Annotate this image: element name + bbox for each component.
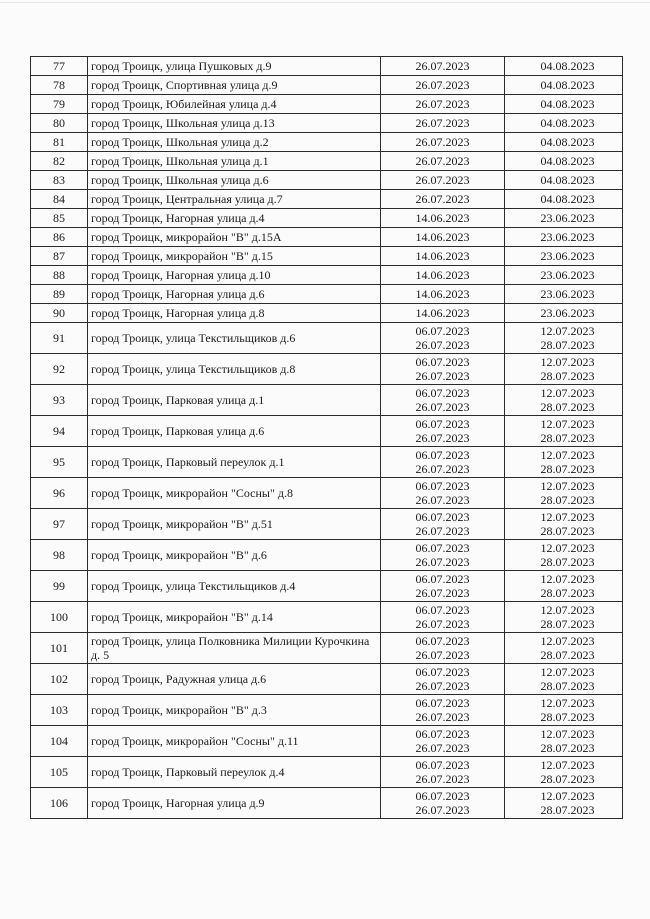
end-date: 28.07.2023	[540, 338, 595, 352]
table-row	[31, 114, 623, 133]
address-cell: город Троицк, Центральная улица д.7	[88, 190, 381, 209]
end-date-cell	[505, 664, 623, 695]
address-cell: город Троицк, Спортивная улица д.9	[88, 76, 381, 95]
row-number: 86	[31, 228, 88, 247]
table-row	[31, 95, 623, 114]
end-date: 23.06.2023	[540, 249, 595, 263]
table-row	[31, 633, 623, 664]
row-number: 89	[31, 285, 88, 304]
start-date-cell	[381, 571, 505, 602]
start-date: 26.07.2023	[415, 772, 470, 786]
table-row	[31, 133, 623, 152]
end-date: 04.08.2023	[540, 173, 595, 187]
start-date: 14.06.2023	[415, 230, 470, 244]
start-date: 06.07.2023	[415, 386, 470, 400]
end-date: 12.07.2023	[540, 696, 595, 710]
table-row	[31, 478, 623, 509]
address-cell: город Троицк, Нагорная улица д.6	[88, 285, 381, 304]
end-date-cell	[505, 171, 623, 190]
row-number: 84	[31, 190, 88, 209]
start-date: 26.07.2023	[415, 679, 470, 693]
start-date: 06.07.2023	[415, 417, 470, 431]
end-date: 04.08.2023	[540, 154, 595, 168]
scan-edge	[0, 2, 650, 3]
schedule-table-body	[31, 57, 623, 819]
end-date-cell	[505, 447, 623, 478]
end-date-cell	[505, 757, 623, 788]
address-cell: город Троицк, Парковая улица д.6	[88, 416, 381, 447]
table-row	[31, 354, 623, 385]
schedule-table	[30, 56, 623, 819]
end-date-cell	[505, 304, 623, 323]
address-cell: город Троицк, микрорайон "В" д.3	[88, 695, 381, 726]
start-date: 06.07.2023	[415, 355, 470, 369]
start-date-cell	[381, 133, 505, 152]
end-date: 12.07.2023	[540, 789, 595, 803]
start-date-cell	[381, 695, 505, 726]
end-date: 12.07.2023	[540, 448, 595, 462]
start-date: 26.07.2023	[415, 617, 470, 631]
row-number: 78	[31, 76, 88, 95]
address-cell: город Троицк, Нагорная улица д.10	[88, 266, 381, 285]
row-number: 96	[31, 478, 88, 509]
end-date-cell	[505, 571, 623, 602]
start-date: 26.07.2023	[415, 154, 470, 168]
end-date-cell	[505, 385, 623, 416]
end-date: 04.08.2023	[540, 135, 595, 149]
start-date: 06.07.2023	[415, 479, 470, 493]
end-date: 04.08.2023	[540, 192, 595, 206]
start-date: 06.07.2023	[415, 634, 470, 648]
start-date: 26.07.2023	[415, 524, 470, 538]
end-date: 28.07.2023	[540, 431, 595, 445]
row-number: 95	[31, 447, 88, 478]
row-number: 94	[31, 416, 88, 447]
end-date-cell	[505, 114, 623, 133]
end-date: 28.07.2023	[540, 617, 595, 631]
start-date-cell	[381, 266, 505, 285]
end-date: 04.08.2023	[540, 97, 595, 111]
address-cell: город Троицк, Нагорная улица д.4	[88, 209, 381, 228]
start-date-cell	[381, 540, 505, 571]
end-date: 28.07.2023	[540, 772, 595, 786]
row-number: 92	[31, 354, 88, 385]
address-cell: город Троицк, Юбилейная улица д.4	[88, 95, 381, 114]
table-row	[31, 664, 623, 695]
start-date-cell	[381, 726, 505, 757]
end-date-cell	[505, 152, 623, 171]
start-date: 14.06.2023	[415, 211, 470, 225]
address-cell: город Троицк, микрорайон "В" д.6	[88, 540, 381, 571]
start-date-cell	[381, 57, 505, 76]
end-date-cell	[505, 478, 623, 509]
address-cell: город Троицк, микрорайон "В" д.15А	[88, 228, 381, 247]
table-row	[31, 571, 623, 602]
row-number: 93	[31, 385, 88, 416]
row-number: 91	[31, 323, 88, 354]
address-cell: город Троицк, микрорайон "В" д.15	[88, 247, 381, 266]
end-date: 23.06.2023	[540, 230, 595, 244]
start-date-cell	[381, 95, 505, 114]
end-date-cell	[505, 285, 623, 304]
start-date-cell	[381, 788, 505, 819]
end-date-cell	[505, 323, 623, 354]
end-date: 12.07.2023	[540, 665, 595, 679]
end-date: 12.07.2023	[540, 355, 595, 369]
start-date: 26.07.2023	[415, 338, 470, 352]
start-date: 06.07.2023	[415, 603, 470, 617]
table-row	[31, 509, 623, 540]
start-date-cell	[381, 323, 505, 354]
table-row	[31, 304, 623, 323]
end-date: 28.07.2023	[540, 493, 595, 507]
end-date: 28.07.2023	[540, 462, 595, 476]
end-date-cell	[505, 354, 623, 385]
start-date: 06.07.2023	[415, 758, 470, 772]
start-date: 14.06.2023	[415, 287, 470, 301]
address-cell: город Троицк, Радужная улица д.6	[88, 664, 381, 695]
start-date: 06.07.2023	[415, 572, 470, 586]
row-number: 79	[31, 95, 88, 114]
table-row	[31, 726, 623, 757]
end-date: 12.07.2023	[540, 634, 595, 648]
table-row	[31, 788, 623, 819]
end-date: 12.07.2023	[540, 386, 595, 400]
end-date: 28.07.2023	[540, 741, 595, 755]
address-cell: город Троицк, Нагорная улица д.8	[88, 304, 381, 323]
row-number: 100	[31, 602, 88, 633]
table-row	[31, 190, 623, 209]
start-date-cell	[381, 209, 505, 228]
address-cell: город Троицк, микрорайон "Сосны" д.11	[88, 726, 381, 757]
address-cell: город Троицк, улица Полковника Милиции Курочкина д. 5	[88, 633, 381, 664]
start-date-cell	[381, 447, 505, 478]
start-date: 26.07.2023	[415, 493, 470, 507]
start-date: 06.07.2023	[415, 541, 470, 555]
address-cell: город Троицк, Школьная улица д.13	[88, 114, 381, 133]
end-date: 12.07.2023	[540, 727, 595, 741]
row-number: 97	[31, 509, 88, 540]
row-number: 101	[31, 633, 88, 664]
start-date-cell	[381, 76, 505, 95]
end-date: 28.07.2023	[540, 710, 595, 724]
end-date-cell	[505, 133, 623, 152]
end-date-cell	[505, 726, 623, 757]
start-date: 26.07.2023	[415, 710, 470, 724]
table-row	[31, 416, 623, 447]
start-date-cell	[381, 385, 505, 416]
start-date: 26.07.2023	[415, 586, 470, 600]
start-date: 14.06.2023	[415, 249, 470, 263]
end-date: 12.07.2023	[540, 510, 595, 524]
address-cell: город Троицк, микрорайон "В" д.51	[88, 509, 381, 540]
start-date-cell	[381, 416, 505, 447]
row-number: 99	[31, 571, 88, 602]
end-date: 04.08.2023	[540, 116, 595, 130]
row-number: 90	[31, 304, 88, 323]
address-cell: город Троицк, Школьная улица д.6	[88, 171, 381, 190]
start-date-cell	[381, 114, 505, 133]
end-date: 12.07.2023	[540, 324, 595, 338]
end-date-cell	[505, 247, 623, 266]
end-date: 12.07.2023	[540, 603, 595, 617]
table-row	[31, 228, 623, 247]
address-cell: город Троицк, Нагорная улица д.9	[88, 788, 381, 819]
end-date-cell	[505, 57, 623, 76]
start-date: 26.07.2023	[415, 369, 470, 383]
row-number: 87	[31, 247, 88, 266]
start-date: 26.07.2023	[415, 648, 470, 662]
end-date: 28.07.2023	[540, 803, 595, 817]
start-date: 26.07.2023	[415, 462, 470, 476]
end-date-cell	[505, 788, 623, 819]
row-number: 85	[31, 209, 88, 228]
end-date: 28.07.2023	[540, 648, 595, 662]
table-row	[31, 266, 623, 285]
end-date: 23.06.2023	[540, 211, 595, 225]
start-date: 26.07.2023	[415, 116, 470, 130]
row-number: 104	[31, 726, 88, 757]
end-date-cell	[505, 695, 623, 726]
start-date: 26.07.2023	[415, 192, 470, 206]
table-row	[31, 695, 623, 726]
start-date-cell	[381, 478, 505, 509]
table-row	[31, 171, 623, 190]
address-cell: город Троицк, Парковый переулок д.1	[88, 447, 381, 478]
row-number: 105	[31, 757, 88, 788]
start-date: 14.06.2023	[415, 268, 470, 282]
end-date: 23.06.2023	[540, 306, 595, 320]
end-date: 23.06.2023	[540, 268, 595, 282]
start-date-cell	[381, 509, 505, 540]
start-date: 26.07.2023	[415, 59, 470, 73]
end-date-cell	[505, 95, 623, 114]
end-date: 12.07.2023	[540, 479, 595, 493]
start-date: 06.07.2023	[415, 510, 470, 524]
address-cell: город Троицк, Парковая улица д.1	[88, 385, 381, 416]
end-date-cell	[505, 416, 623, 447]
address-cell: город Троицк, микрорайон "В" д.14	[88, 602, 381, 633]
start-date: 06.07.2023	[415, 727, 470, 741]
table-row	[31, 447, 623, 478]
start-date-cell	[381, 171, 505, 190]
start-date-cell	[381, 285, 505, 304]
end-date: 12.07.2023	[540, 541, 595, 555]
start-date-cell	[381, 190, 505, 209]
table-row	[31, 57, 623, 76]
start-date-cell	[381, 757, 505, 788]
end-date: 28.07.2023	[540, 400, 595, 414]
address-cell: город Троицк, Школьная улица д.2	[88, 133, 381, 152]
row-number: 77	[31, 57, 88, 76]
table-row	[31, 385, 623, 416]
end-date-cell	[505, 76, 623, 95]
start-date: 26.07.2023	[415, 97, 470, 111]
row-number: 88	[31, 266, 88, 285]
end-date-cell	[505, 209, 623, 228]
end-date-cell	[505, 509, 623, 540]
end-date: 28.07.2023	[540, 679, 595, 693]
address-cell: город Троицк, улица Текстильщиков д.6	[88, 323, 381, 354]
row-number: 82	[31, 152, 88, 171]
end-date-cell	[505, 540, 623, 571]
table-row	[31, 757, 623, 788]
row-number: 98	[31, 540, 88, 571]
table-row	[31, 323, 623, 354]
start-date-cell	[381, 664, 505, 695]
end-date: 04.08.2023	[540, 59, 595, 73]
start-date: 14.06.2023	[415, 306, 470, 320]
start-date: 26.07.2023	[415, 741, 470, 755]
address-cell: город Троицк, Школьная улица д.1	[88, 152, 381, 171]
start-date-cell	[381, 354, 505, 385]
start-date-cell	[381, 304, 505, 323]
start-date: 06.07.2023	[415, 448, 470, 462]
row-number: 103	[31, 695, 88, 726]
end-date: 28.07.2023	[540, 555, 595, 569]
end-date-cell	[505, 633, 623, 664]
address-cell: город Троицк, улица Текстильщиков д.4	[88, 571, 381, 602]
address-cell: город Троицк, улица Пушковых д.9	[88, 57, 381, 76]
start-date: 06.07.2023	[415, 789, 470, 803]
end-date-cell	[505, 266, 623, 285]
table-row	[31, 540, 623, 571]
start-date: 26.07.2023	[415, 431, 470, 445]
row-number: 80	[31, 114, 88, 133]
end-date: 23.06.2023	[540, 287, 595, 301]
table-row	[31, 152, 623, 171]
start-date: 26.07.2023	[415, 78, 470, 92]
end-date: 12.07.2023	[540, 572, 595, 586]
end-date: 12.07.2023	[540, 417, 595, 431]
row-number: 106	[31, 788, 88, 819]
start-date-cell	[381, 633, 505, 664]
address-cell: город Троицк, Парковый переулок д.4	[88, 757, 381, 788]
end-date: 12.07.2023	[540, 758, 595, 772]
table-row	[31, 247, 623, 266]
table-row	[31, 76, 623, 95]
start-date-cell	[381, 152, 505, 171]
start-date: 26.07.2023	[415, 173, 470, 187]
row-number: 83	[31, 171, 88, 190]
start-date-cell	[381, 247, 505, 266]
row-number: 81	[31, 133, 88, 152]
end-date: 28.07.2023	[540, 586, 595, 600]
table-row	[31, 285, 623, 304]
start-date: 26.07.2023	[415, 400, 470, 414]
address-cell: город Троицк, улица Текстильщиков д.8	[88, 354, 381, 385]
table-row	[31, 602, 623, 633]
start-date: 26.07.2023	[415, 803, 470, 817]
row-number: 102	[31, 664, 88, 695]
start-date: 26.07.2023	[415, 555, 470, 569]
start-date: 06.07.2023	[415, 324, 470, 338]
start-date: 26.07.2023	[415, 135, 470, 149]
start-date-cell	[381, 228, 505, 247]
end-date-cell	[505, 190, 623, 209]
address-cell: город Троицк, микрорайон "Сосны" д.8	[88, 478, 381, 509]
end-date: 28.07.2023	[540, 369, 595, 383]
end-date-cell	[505, 228, 623, 247]
end-date: 28.07.2023	[540, 524, 595, 538]
start-date: 06.07.2023	[415, 665, 470, 679]
table-row	[31, 209, 623, 228]
start-date: 06.07.2023	[415, 696, 470, 710]
start-date-cell	[381, 602, 505, 633]
end-date: 04.08.2023	[540, 78, 595, 92]
end-date-cell	[505, 602, 623, 633]
